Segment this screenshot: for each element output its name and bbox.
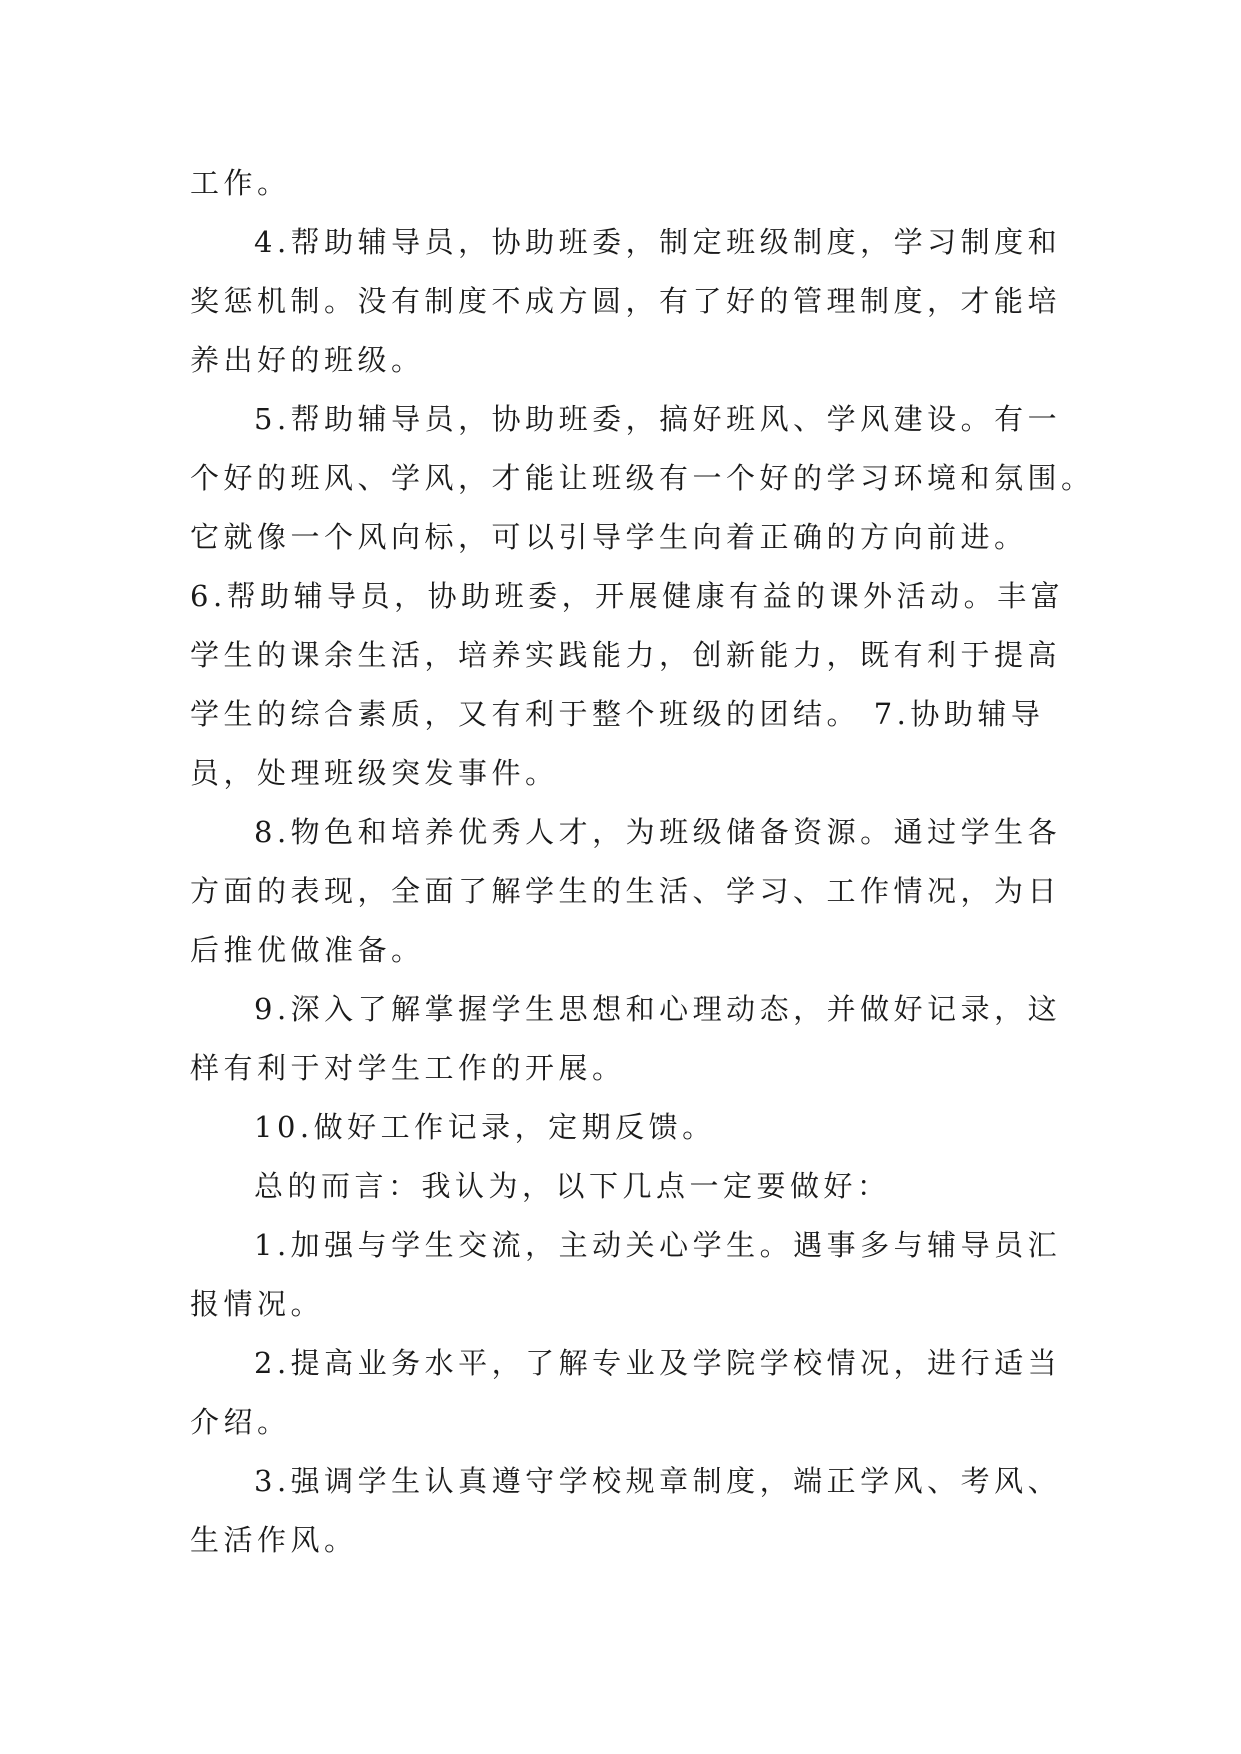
text-line: 9.深入了解掌握学生思想和心理动态，并做好记录，这	[254, 992, 1062, 1026]
text-line: 样有利于对学生工作的开展。	[190, 1051, 626, 1085]
text-line: 员，处理班级突发事件。	[190, 756, 559, 790]
document-body	[190, 154, 1095, 1570]
text-line: 生活作风。	[190, 1523, 358, 1557]
text-line: 它就像一个风向标，可以引导学生向着正确的方向前进。	[190, 520, 1028, 554]
text-line: 介绍。	[190, 1405, 291, 1439]
text-line: 学生的课余生活，培养实践能力，创新能力，既有利于提高	[190, 638, 1062, 672]
text-line: 后推优做准备。	[190, 933, 425, 967]
text-line: 3.强调学生认真遵守学校规章制度，端正学风、考风、	[254, 1464, 1062, 1498]
text-line: 奖惩机制。没有制度不成方圆，有了好的管理制度，才能培	[190, 284, 1062, 318]
text-line: 1.加强与学生交流，主动关心学生。遇事多与辅导员汇	[254, 1228, 1062, 1262]
text-line: 6.帮助辅导员，协助班委，开展健康有益的课外活动。丰富	[190, 579, 1065, 613]
text-line: 学生的综合素质，又有利于整个班级的团结。 7.协助辅导	[190, 697, 1045, 731]
text-line: 工作。	[190, 166, 291, 200]
text-line: 8.物色和培养优秀人才，为班级储备资源。通过学生各	[254, 815, 1062, 849]
text-line: 10.做好工作记录，定期反馈。	[254, 1110, 716, 1144]
text-line: 报情况。	[190, 1287, 325, 1321]
text-line: 2.提高业务水平，了解专业及学院学校情况，进行适当	[254, 1346, 1062, 1380]
text-line: 方面的表现，全面了解学生的生活、学习、工作情况，为日	[190, 874, 1062, 908]
text-line: 4.帮助辅导员，协助班委，制定班级制度，学习制度和	[254, 225, 1062, 259]
text-line: 养出好的班级。	[190, 343, 425, 377]
text-line: 5.帮助辅导员，协助班委，搞好班风、学风建设。有一	[254, 402, 1062, 436]
text-line: 个好的班风、学风，才能让班级有一个好的学习环境和氛围。	[190, 461, 1095, 495]
text-line: 总的而言：我认为，以下几点一定要做好：	[254, 1169, 891, 1203]
